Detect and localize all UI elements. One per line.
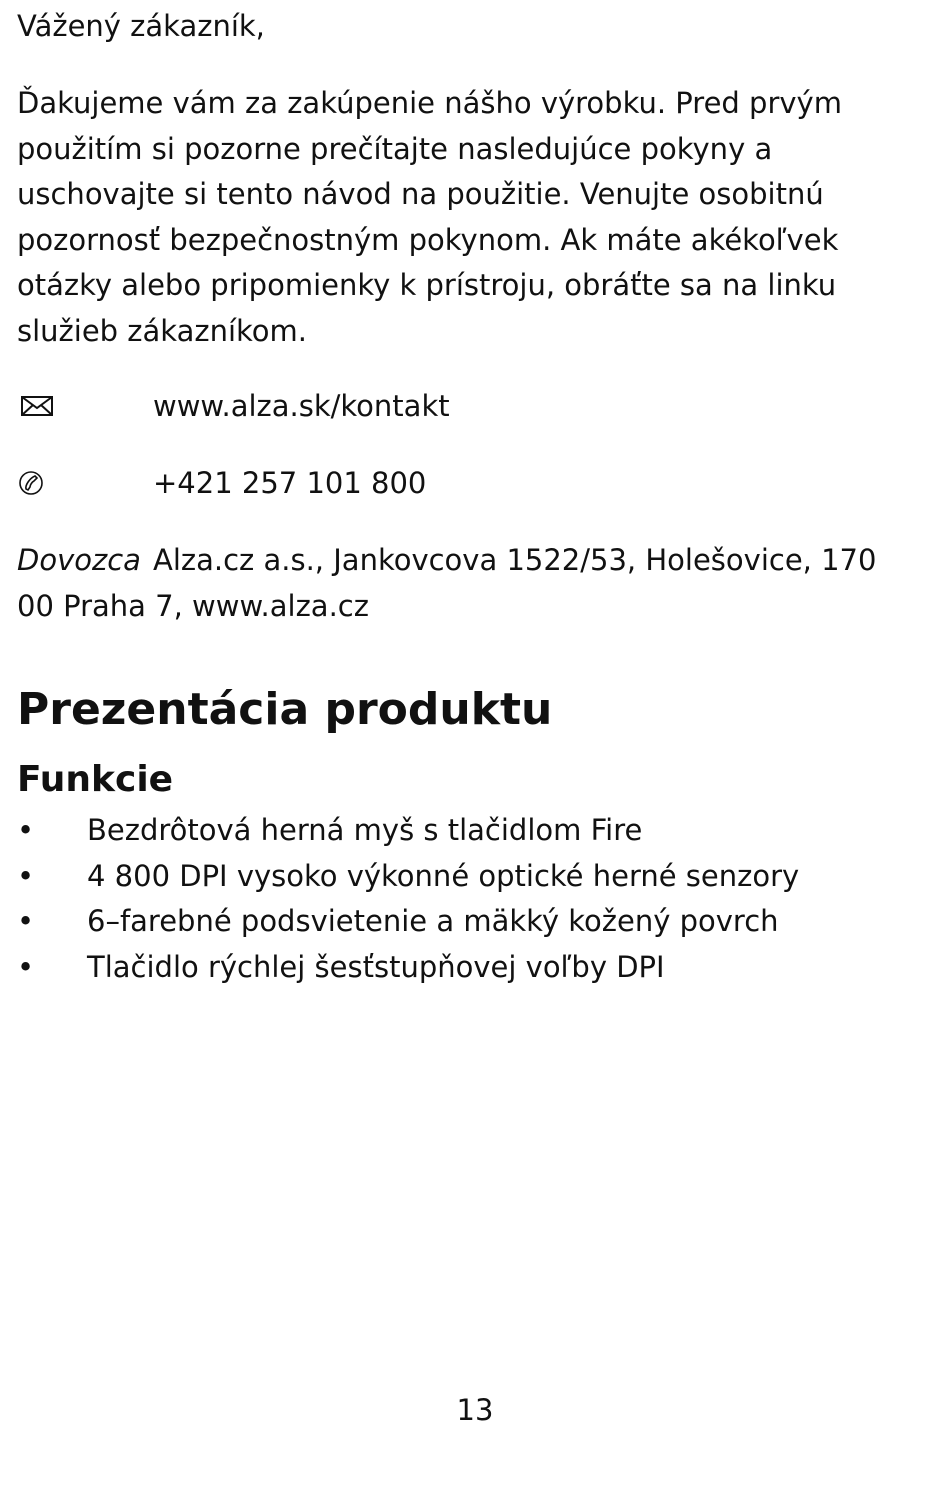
- contact-web-link[interactable]: www.alza.sk/kontakt: [153, 389, 450, 423]
- feature-text: Tlačidlo rýchlej šesťstupňovej voľby DPI: [87, 949, 665, 984]
- phone-icon: [17, 467, 57, 499]
- importer-label: Dovozca: [17, 543, 141, 577]
- features-heading: Funkcie: [17, 759, 174, 800]
- feature-text: Bezdrôtová herná myš s tlačidlom Fire: [87, 813, 643, 847]
- bullet: •: [17, 813, 35, 847]
- bullet: •: [17, 904, 35, 938]
- list-item: [17, 899, 917, 945]
- greeting: Vážený zákazník,: [17, 9, 265, 43]
- section-heading: Prezentácia produktu: [17, 684, 553, 735]
- bullet: •: [17, 858, 35, 893]
- intro-paragraph: Ďakujeme vám za zakúpenie nášho výrobku. Pred prvým použitím si pozorne prečítajte nasledujúce pokyny a uschovajte si tento návod na použitie. Venujte osobitnú pozornosť bezpečnostným pokynom. Ak máte akékoľvek otázky alebo pripomienky k prístroju, obráťte sa na linku služieb zákazníkom.: [17, 86, 842, 348]
- contact-web-row: [17, 386, 917, 426]
- list-item: [17, 945, 917, 991]
- contact-phone-number[interactable]: +421 257 101 800: [153, 466, 427, 500]
- features-list: [17, 808, 917, 990]
- feature-text: 4 800 DPI vysoko výkonné optické herné senzory: [87, 858, 800, 893]
- list-item: [17, 854, 917, 900]
- contact-phone-row: [17, 463, 917, 503]
- importer-block: [17, 538, 917, 629]
- importer-value: Alza.cz a.s., Jankovcova 1522/53, Holešovice, 170 00 Praha 7, www.alza.cz: [17, 543, 877, 623]
- page-number: 13: [456, 1393, 494, 1427]
- list-item: [17, 808, 917, 854]
- bullet: •: [17, 949, 35, 984]
- feature-text: 6–farebné podsvietenie a mäkký kožený povrch: [87, 904, 779, 938]
- envelope-icon: [17, 390, 57, 422]
